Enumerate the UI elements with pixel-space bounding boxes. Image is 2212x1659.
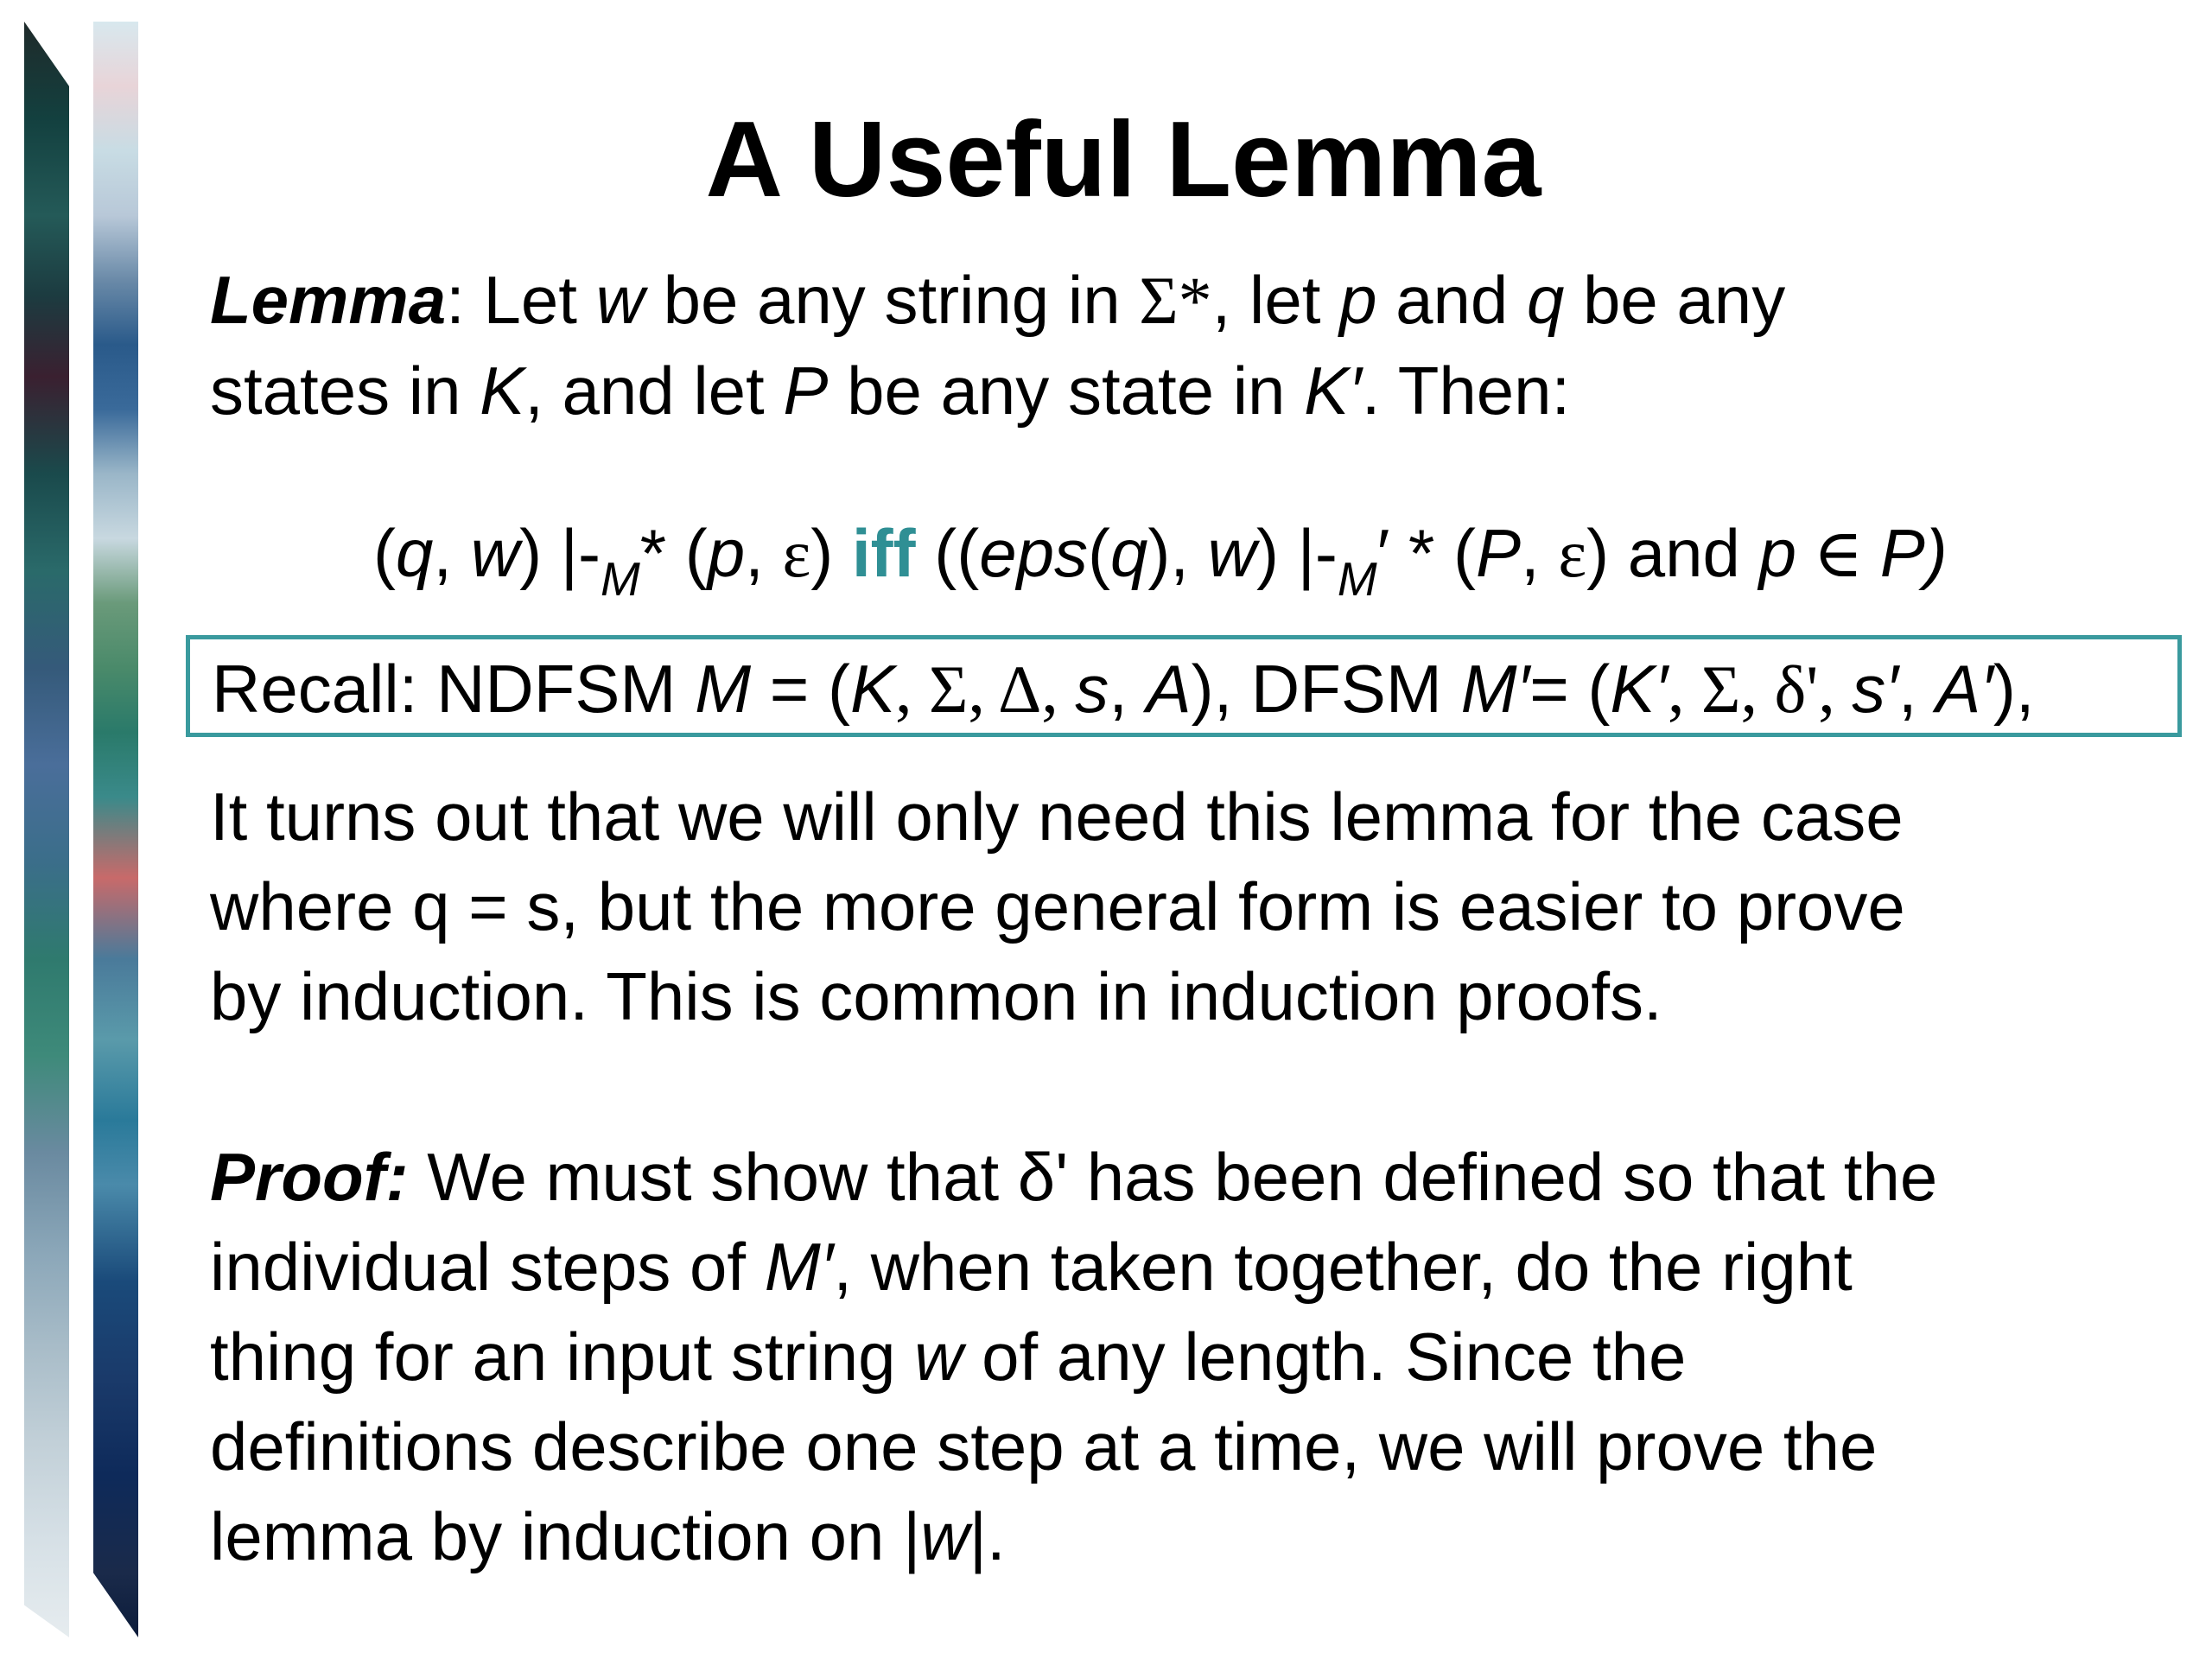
recall-text-part: = ( xyxy=(1529,651,1611,727)
lemma-text: be any string in xyxy=(644,262,1140,338)
decorative-strip-left xyxy=(24,22,69,1637)
recall-text xyxy=(212,644,2035,734)
turnstile: ) |- xyxy=(1256,515,1338,591)
decorative-strip-right xyxy=(93,22,138,1637)
var-s-prime: s′ xyxy=(1852,651,1898,727)
sigma-star: Σ* xyxy=(1139,263,1212,338)
var-K-prime: K′ xyxy=(1304,353,1362,429)
lemma-formula xyxy=(373,505,1948,606)
recall-text-part: , xyxy=(1109,651,1147,727)
formula-text: ′ * ( xyxy=(1376,515,1477,591)
lemma-text: , let xyxy=(1211,262,1340,338)
lemma-text: , and let xyxy=(524,353,784,429)
lemma-text: states in xyxy=(210,353,480,429)
proof-text: , when taken together, do the right xyxy=(833,1229,1853,1305)
var-q: q xyxy=(1109,515,1148,591)
proof-line-5 xyxy=(210,1491,1937,1581)
var-K: K xyxy=(480,353,525,429)
proof-text: |. xyxy=(969,1498,1006,1574)
var-p: p xyxy=(1339,262,1377,338)
var-w: w xyxy=(920,1498,969,1574)
epsilon: ε xyxy=(782,516,811,591)
recall-text-part: ), xyxy=(1993,651,2035,727)
proof-paragraph xyxy=(210,1132,1937,1581)
formula-text: ( xyxy=(1087,515,1110,591)
recall-text-part: , Σ, Δ, xyxy=(894,652,1076,727)
recall-text-part: ), DFSM xyxy=(1191,651,1461,727)
proof-line-2 xyxy=(210,1222,1937,1312)
eps-function: eps xyxy=(979,515,1088,591)
paragraph-line: where q = s, but the more general form is easier to prove xyxy=(210,868,1905,944)
epsilon: ε xyxy=(1558,516,1587,591)
lemma-line-2 xyxy=(210,346,1785,435)
var-P: P) xyxy=(1879,515,1948,591)
slide-title: A Useful Lemma xyxy=(705,100,1541,219)
lemma-label: Lemma xyxy=(210,262,447,338)
formula-text: , xyxy=(745,515,783,591)
var-P: P xyxy=(783,353,829,429)
var-A: A xyxy=(1146,651,1192,727)
proof-text: of any length. Since the xyxy=(963,1319,1687,1395)
var-M-prime: M′ xyxy=(764,1229,834,1305)
subscript-M: M xyxy=(1337,552,1377,606)
var-M: M xyxy=(695,651,752,727)
formula-text: ) xyxy=(810,515,852,591)
iff-keyword: iff xyxy=(851,515,916,591)
paragraph-line: It turns out that we will only need this lemma for the case xyxy=(210,779,1904,855)
formula-text: ), xyxy=(1147,515,1208,591)
recall-text-part: , Σ, δ', xyxy=(1668,652,1853,727)
paragraph-line: by induction. This is common in induction proofs. xyxy=(210,958,1662,1034)
var-w: w xyxy=(595,262,645,338)
formula-text: * ( xyxy=(639,515,708,591)
proof-line-1 xyxy=(210,1132,1937,1222)
formula-text: , xyxy=(1521,515,1559,591)
var-w: w xyxy=(1207,515,1256,591)
proof-text: thing for an input string xyxy=(210,1319,915,1395)
var-q: q xyxy=(395,515,434,591)
var-p: p xyxy=(707,515,746,591)
var-s: s xyxy=(1075,651,1109,727)
var-K: K xyxy=(849,651,895,727)
formula-text: ( xyxy=(373,515,396,591)
var-M-prime: M′ xyxy=(1460,651,1530,727)
proof-text: We must show that δ' has been defined so that the xyxy=(408,1139,1938,1215)
var-q: q xyxy=(1526,262,1565,338)
lemma-text: : Let xyxy=(446,262,596,338)
formula-text: ) and xyxy=(1586,515,1759,591)
recall-text-part: , xyxy=(1897,651,1936,727)
var-P: P xyxy=(1476,515,1522,591)
recall-text-part: = ( xyxy=(751,651,850,727)
recall-label: Recall: NDFSM xyxy=(212,651,696,727)
lemma-text: be any xyxy=(1564,262,1786,338)
lemma-text: be any state in xyxy=(828,353,1305,429)
proof-line-4: definitions describe one step at a time, we will prove the xyxy=(210,1408,1878,1484)
lemma-text: and xyxy=(1376,262,1527,338)
subscript-M: M xyxy=(600,552,640,606)
element-of-symbol: ∈ xyxy=(1796,516,1880,591)
formula-text: (( xyxy=(915,515,980,591)
var-w: w xyxy=(470,515,520,591)
proof-text: individual steps of xyxy=(210,1229,765,1305)
var-p: p xyxy=(1758,515,1797,591)
lemma-line-1 xyxy=(210,255,1785,346)
proof-text: lemma by induction on | xyxy=(210,1498,921,1574)
proof-label: Proof: xyxy=(210,1139,409,1215)
var-K-prime: K′ xyxy=(1610,651,1669,727)
var-w: w xyxy=(914,1319,963,1395)
proof-line-3 xyxy=(210,1312,1937,1402)
turnstile: ) |- xyxy=(519,515,601,591)
lemma-statement xyxy=(210,255,1785,435)
formula-text: , xyxy=(433,515,471,591)
lemma-text: . Then: xyxy=(1361,353,1571,429)
general-form-paragraph xyxy=(210,772,1905,1041)
var-A-prime: A′ xyxy=(1936,651,1993,727)
